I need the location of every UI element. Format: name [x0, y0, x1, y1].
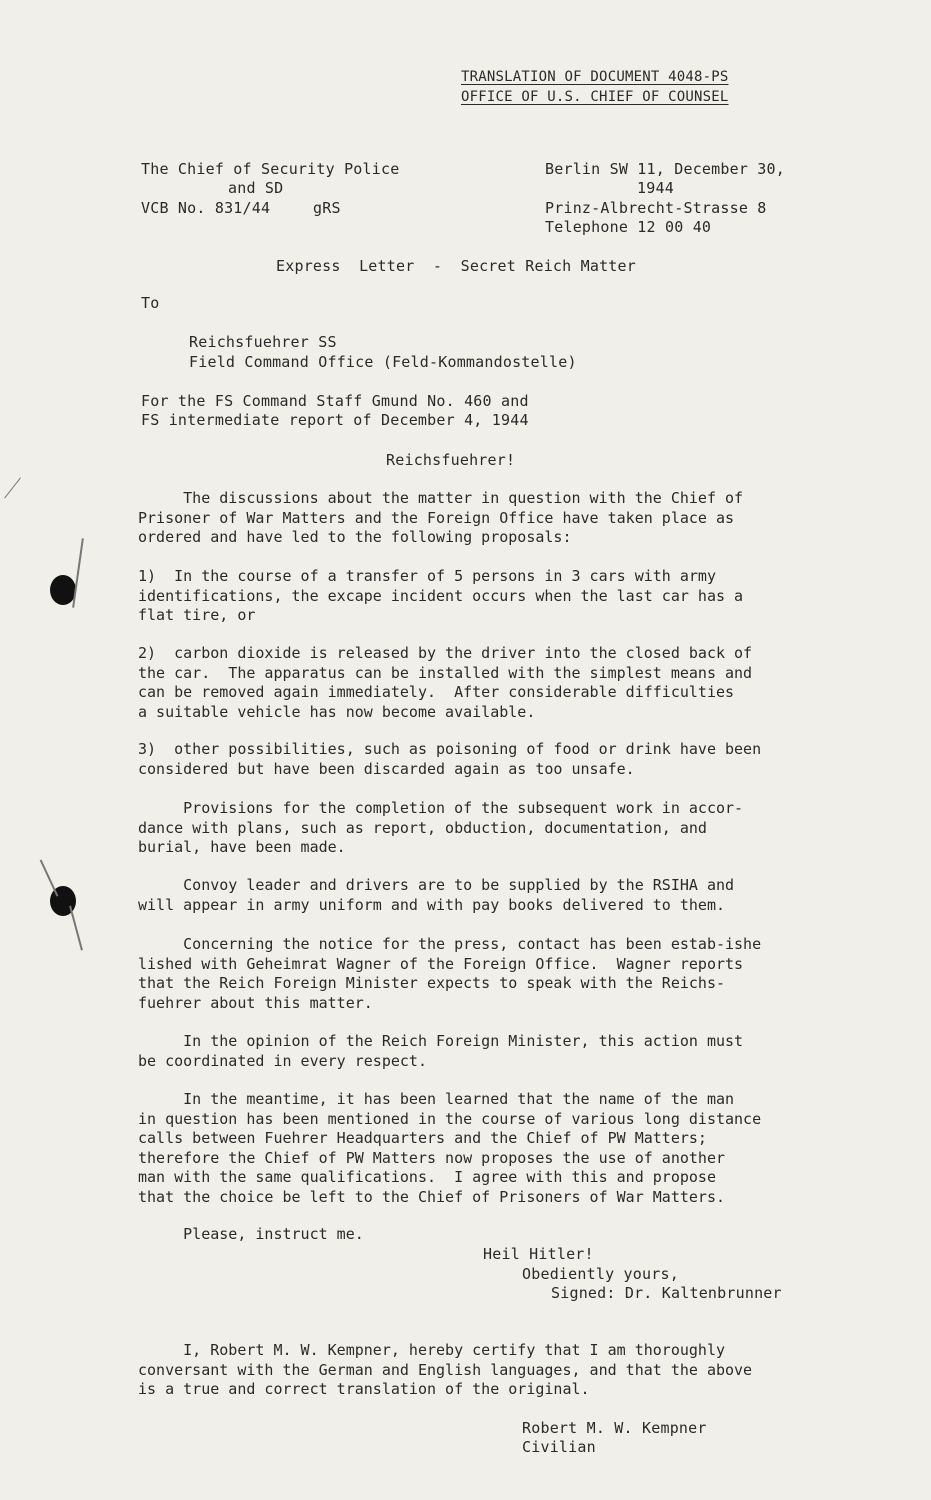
margin-mark	[69, 906, 83, 951]
closing-greeting: Heil Hitler!	[483, 1245, 594, 1263]
sender-line-2: and SD	[228, 179, 284, 197]
paragraph-8: In the opinion of the Reich Foreign Minister, this action must be coordinated in every respect.	[138, 1032, 744, 1070]
reference-line-2: FS intermediate report of December 4, 1944	[141, 411, 529, 429]
paragraph-9: In the meantime, it has been learned that the name of the man in question has been mentioned in the course of various long distance calls between Fuehrer Headquarters and the Chief of PW Matters; therefore the Chief of PW Matters now proposes the use of another man with the same qualifications. I agree with this and propose that the choice be left to the Chief of Prisoners of War Matters.	[138, 1090, 762, 1206]
sender-reference: VCB No. 831/44	[141, 199, 271, 217]
translator-name: Robert M. W. Kempner	[522, 1419, 707, 1437]
subject-line: Express Letter - Secret Reich Matter	[276, 257, 636, 275]
paragraph-5: Provisions for the completion of the subsequent work in accor- dance with plans, such as report, obduction, documentation, and burial, have been made.	[138, 799, 744, 856]
closing-yours: Obediently yours,	[522, 1265, 679, 1283]
place-date-line-1: Berlin SW 11, December 30,	[545, 160, 785, 178]
paragraph-2: 1) In the course of a transfer of 5 persons in 3 cars with army identifications, the excape incident occurs when the last car has a flat tire, or	[138, 567, 744, 624]
certification-paragraph: I, Robert M. W. Kempner, hereby certify that I am thoroughly conversant with the German and English languages, and that the above is a true and correct translation of the original.	[138, 1341, 753, 1398]
paragraph-3: 2) carbon dioxide is released by the driver into the closed back of the car. The apparatus can be installed with the simplest means and can be removed again immediately. After considerable difficulties a suitable vehicle has now become available.	[138, 644, 753, 721]
place-address: Prinz-Albrecht-Strasse 8	[545, 199, 767, 217]
paragraph-7: Concerning the notice for the press, contact has been estab-ishe lished with Geheimrat Wagner of the Foreign Office. Wagner reports that the Reich Foreign Minister expects to speak with the Reichs- fuehrer about this matter.	[138, 935, 762, 1012]
recipient-line-2: Field Command Office (Feld-Kommandostelle)	[189, 353, 577, 371]
paragraph-4: 3) other possibilities, such as poisoning of food or drink have been considered but have been discarded again as too unsafe.	[138, 740, 762, 778]
paragraph-1: The discussions about the matter in question with the Chief of Prisoner of War Matters and the Foreign Office have taken place as ordered and have led to the following proposals:	[138, 489, 744, 546]
sender-line-1: The Chief of Security Police	[141, 160, 400, 178]
translator-title: Civilian	[522, 1438, 596, 1456]
closing-signature: Signed: Dr. Kaltenbrunner	[551, 1284, 782, 1302]
margin-mark	[40, 859, 59, 896]
sender-initials: gRS	[313, 199, 341, 217]
header-line-2: OFFICE OF U.S. CHIEF OF COUNSEL	[461, 89, 729, 105]
margin-mark	[72, 538, 84, 608]
place-date-line-2: 1944	[637, 179, 674, 197]
margin-mark	[4, 477, 21, 498]
paragraph-10: Please, instruct me.	[138, 1225, 364, 1243]
place-telephone: Telephone 12 00 40	[545, 218, 712, 236]
to-label: To	[141, 294, 160, 312]
recipient-line-1: Reichsfuehrer SS	[189, 333, 337, 351]
reference-line-1: For the FS Command Staff Gmund No. 460 and	[141, 392, 529, 410]
paragraph-6: Convoy leader and drivers are to be supplied by the RSIHA and will appear in army uniform and with pay books delivered to them.	[138, 876, 735, 914]
salutation: Reichsfuehrer!	[386, 451, 516, 469]
header-line-1: TRANSLATION OF DOCUMENT 4048-PS	[461, 69, 729, 85]
